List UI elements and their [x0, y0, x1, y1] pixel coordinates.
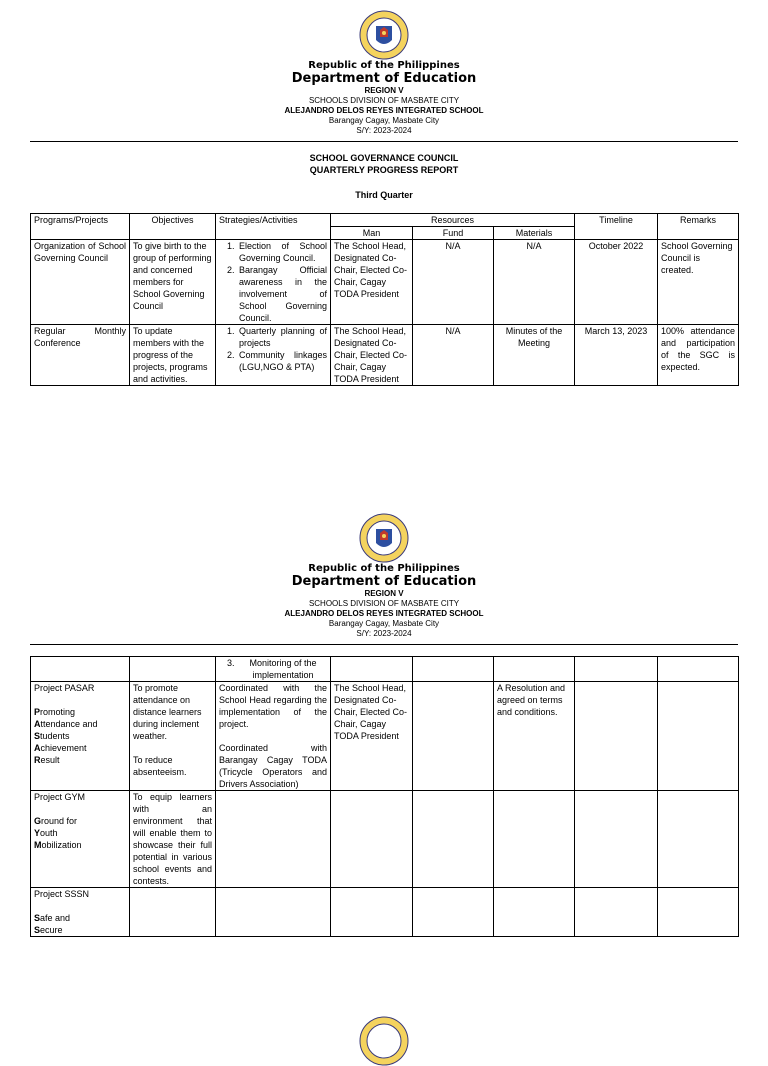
remarks-cell	[658, 682, 739, 791]
department-title: Department of Education	[291, 574, 477, 589]
man-cell: The School Head, Designated Co-Chair, Elected Co-Chair, Cagay TODA President	[331, 325, 413, 386]
deped-seal-icon	[359, 513, 409, 563]
strategy-item: 1. Election of School Governing Council.	[237, 240, 327, 264]
progress-table-page-1	[30, 213, 739, 386]
acronym-line: Ground for	[34, 816, 78, 826]
program-cell	[31, 682, 130, 791]
project-title: Project SSSN	[34, 889, 90, 899]
timeline-cell: March 13, 2023	[575, 325, 658, 386]
materials-cell: A Resolution and agreed on terms and conditions.	[494, 682, 575, 791]
region-text: REGION V	[364, 86, 404, 95]
timeline-cell: October 2022	[575, 240, 658, 325]
objective-cell: To give birth to the group of performing and concerned members for School Governing Council	[130, 240, 216, 325]
acronym-line: Secure	[34, 925, 63, 935]
report-title-block	[0, 152, 768, 201]
timeline-cell	[575, 682, 658, 791]
school-year: S/Y: 2023-2024	[356, 126, 412, 135]
division-text: SCHOOLS DIVISION OF MASBATE CITY	[308, 599, 460, 608]
header-man: Man	[331, 227, 413, 240]
objective-cell: To update members with the progress of the projects, programs and activities.	[130, 325, 216, 386]
header-objectives: Objectives	[130, 214, 216, 240]
deped-seal-icon	[359, 10, 409, 60]
report-title-1: SCHOOL GOVERNANCE COUNCIL	[309, 153, 459, 163]
report-title-2: QUARTERLY PROGRESS REPORT	[309, 165, 459, 175]
acronym-line: Promoting	[34, 707, 76, 717]
objective-text: To promote attendance on distance learners during inclement weather.	[133, 683, 202, 741]
republic-text: Republic of the Philippines	[308, 563, 460, 574]
project-title: Project GYM	[34, 792, 86, 802]
strategy-text: Coordinated with Barangay Cagay TODA (Tricycle Operators and Drivers Association)	[219, 743, 327, 789]
header-strategies: Strategies/Activities	[216, 214, 331, 240]
man-cell: The School Head, Designated Co-Chair, Elected Co-Chair, Cagay TODA President	[331, 240, 413, 325]
acronym-line: Mobilization	[34, 840, 82, 850]
strategies-cell	[216, 240, 331, 325]
strategy-item: 3. Monitoring of the implementation	[237, 657, 327, 681]
objective-cell: To equip learners with an environment that will enable them to showcase their full potential in various school events and contests.	[130, 791, 216, 888]
fund-cell	[413, 682, 494, 791]
school-address: Barangay Cagay, Masbate City	[328, 116, 440, 125]
header-remarks: Remarks	[658, 214, 739, 240]
program-cell	[31, 791, 130, 888]
header-timeline: Timeline	[575, 214, 658, 240]
republic-text: Republic of the Philippines	[308, 60, 460, 71]
school-name: ALEJANDRO DELOS REYES INTEGRATED SCHOOL	[284, 106, 484, 115]
objective-cell	[130, 682, 216, 791]
acronym-line: Students	[34, 731, 70, 741]
strategy-item: 1. Quarterly planning of projects	[237, 325, 327, 349]
materials-cell: Minutes of the Meeting	[494, 325, 575, 386]
table-row	[31, 682, 739, 791]
strategies-cell	[216, 682, 331, 791]
acronym-line: Youth	[34, 828, 58, 838]
progress-table-page-2	[30, 656, 739, 937]
school-year: S/Y: 2023-2024	[356, 629, 412, 638]
department-title: Department of Education	[291, 71, 477, 86]
header-resources: Resources	[331, 214, 575, 227]
region-text: REGION V	[364, 589, 404, 598]
school-name: ALEJANDRO DELOS REYES INTEGRATED SCHOOL	[284, 609, 484, 618]
strategies-cell	[216, 657, 331, 682]
header-fund: Fund	[413, 227, 494, 240]
table-row	[31, 657, 739, 682]
acronym-line: Attendance and	[34, 719, 98, 729]
remarks-cell: 100% attendance and participation of the SGC is expected.	[658, 325, 739, 386]
header-divider	[30, 644, 738, 645]
program-cell	[31, 888, 130, 937]
objective-text: To reduce absenteeism.	[133, 755, 187, 777]
header-programs: Programs/Projects	[31, 214, 130, 240]
remarks-cell: School Governing Council is created.	[658, 240, 739, 325]
header-divider	[30, 141, 738, 142]
table-row	[31, 888, 739, 937]
table-header-row	[31, 214, 739, 227]
quarter-label: Third Quarter	[355, 190, 413, 200]
strategy-text: Coordinated with the School Head regarding the implementation of the project.	[219, 683, 327, 729]
strategies-cell	[216, 325, 331, 386]
program-cell: Regular Monthly Conference	[31, 325, 130, 386]
header-materials: Materials	[494, 227, 575, 240]
project-title: Project PASAR	[34, 683, 95, 693]
letterhead-page-2	[0, 513, 768, 639]
table-row	[31, 325, 739, 386]
table-row	[31, 240, 739, 325]
letterhead-page-1	[0, 10, 768, 136]
program-cell: Organization of School Governing Council	[31, 240, 130, 325]
acronym-line: Achievement	[34, 743, 87, 753]
acronym-line: Safe and	[34, 913, 71, 923]
fund-cell: N/A	[413, 240, 494, 325]
school-address: Barangay Cagay, Masbate City	[328, 619, 440, 628]
strategy-item: 2. Barangay Official awareness in the involvement of School Governing Council.	[237, 264, 327, 324]
man-cell: The School Head, Designated Co-Chair, Elected Co-Chair, Cagay TODA President	[331, 682, 413, 791]
fund-cell: N/A	[413, 325, 494, 386]
materials-cell: N/A	[494, 240, 575, 325]
strategy-item: 2. Community linkages (LGU,NGO & PTA)	[237, 349, 327, 373]
table-row	[31, 791, 739, 888]
acronym-line: Result	[34, 755, 60, 765]
division-text: SCHOOLS DIVISION OF MASBATE CITY	[308, 96, 460, 105]
